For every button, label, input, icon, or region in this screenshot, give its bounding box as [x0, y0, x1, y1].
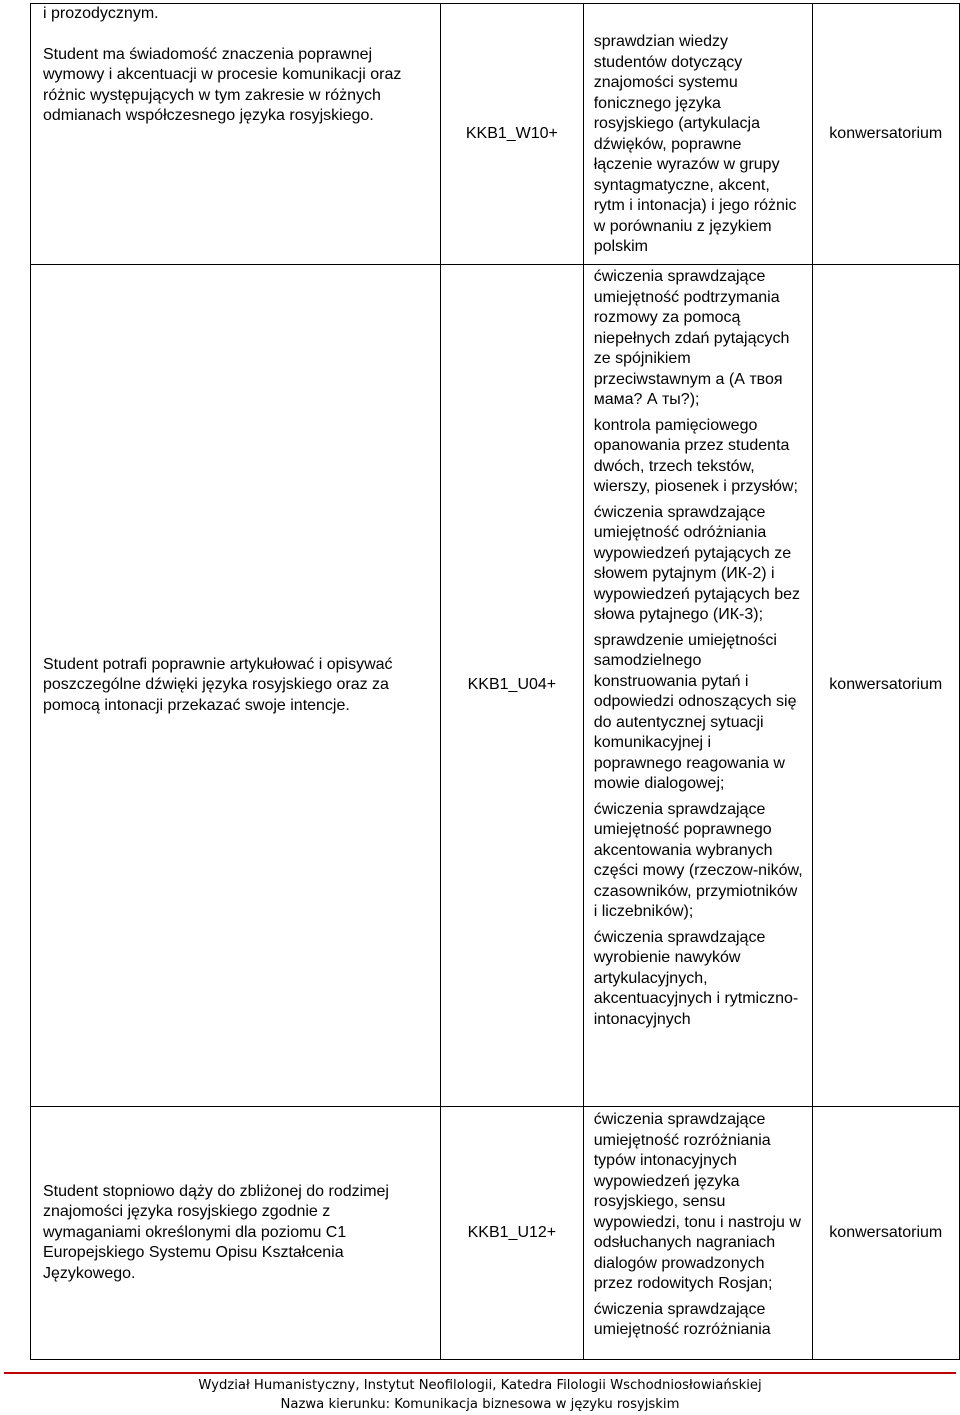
methods-cell [583, 265, 812, 1107]
effect-cell [31, 4, 441, 265]
method-item: sprawdzenie umiejętności samodzielnego konstruowania pytań i odpowiedzi odnoszących się do autentycznej sytuacji komunikacyjnej i poprawnego reagowania w mowie dialogowej; [593, 631, 797, 792]
effect-cell [31, 1107, 441, 1360]
effect-text: i prozodycznym. [43, 5, 159, 22]
effect-code: KKB1_U12+ [467, 1223, 557, 1241]
table-row [31, 4, 960, 265]
class-form: konwersatorium [829, 676, 943, 694]
page-footer [0, 1372, 960, 1414]
code-cell [441, 1107, 584, 1360]
learning-outcomes-table [30, 3, 960, 1360]
method-item: ćwiczenia sprawdzające umiejętność rozróżniania [593, 1300, 771, 1338]
method-item: ćwiczenia sprawdzające umiejętność poprawnego akcentowania wybranych części mowy (rzeczow-ników, czasowników, przymiotników i liczebników); [593, 800, 803, 920]
methods-cell [583, 1107, 812, 1360]
method-item: sprawdzian wiedzy studentów dotyczący znajomości systemu fonicznego języka rosyjskiego (artykulacja dźwięków, poprawne łączenie wyrazów w grupy syntagmatyczne, akcent, rytm i intonacja) i jego różnic w porównaniu z językiem polskim [593, 33, 797, 255]
table-row [31, 1107, 960, 1360]
class-form: konwersatorium [829, 1223, 943, 1241]
effect-text: Student ma świadomość znaczenia poprawnej wymowy i akcentuacji w procesie komunikacji oraz różnic występujących w tym zakresie w różnych odmianach współczesnego języka rosyjskiego. [43, 45, 402, 124]
method-item: ćwiczenia sprawdzające wyrobienie nawyków artykulacyjnych, akcentuacyjnych i rytmiczno-intonacyjnych [593, 928, 799, 1028]
method-item: ćwiczenia sprawdzające umiejętność podtrzymania rozmowy za pomocą niepełnych zdań pytających ze spójnikiem przeciwstawnym а (А твоя мама? А ты?); [593, 268, 790, 408]
effect-text: Student stopniowo dąży do zbliżonej do rodzimej znajomości języka rosyjskiego zgodnie z wymaganiami określonymi dla poziomu C1 Europejskiego Systemu Opisu Kształcenia Językowego. [43, 1182, 389, 1282]
form-cell [812, 4, 959, 265]
method-item: ćwiczenia sprawdzające umiejętność odróżniania wypowiedzeń pytających ze słowem pytajnym (ИК-2) i wypowiedzeń pytających bez słowa pytajnego (ИК-3); [593, 503, 801, 623]
class-form: konwersatorium [829, 124, 943, 142]
method-item: kontrola pamięciowego opanowania przez studenta dwóch, trzech tekstów, wierszy, piosenek i przysłów; [593, 416, 798, 495]
effect-text: Student potrafi poprawnie artykułować i opisywać poszczególne dźwięki języka rosyjskiego oraz za pomocą intonacji przekazać swoje intencje. [43, 655, 393, 714]
effect-cell [31, 265, 441, 1107]
footer-program: Nazwa kierunku: Komunikacja biznesowa w języku rosyjskim [280, 1397, 680, 1412]
spacer [43, 25, 430, 45]
effect-code: KKB1_W10+ [465, 124, 558, 142]
code-cell [441, 265, 584, 1107]
form-cell [812, 265, 959, 1107]
code-cell [441, 4, 584, 265]
form-cell [812, 1107, 959, 1360]
effect-code: KKB1_U04+ [467, 676, 557, 694]
method-item: ćwiczenia sprawdzające umiejętność rozróżniania typów intonacyjnych wypowiedzeń języka rosyjskiego, sensu wypowiedzi, tonu i nastroju w odsłuchanych nagraniach dialogów prowadzonych przez rodowitych Rosjan; [593, 1111, 801, 1292]
table-row [31, 265, 960, 1107]
footer-faculty: Wydział Humanistyczny, Instytut Neofilologii, Katedra Filologii Wschodniosłowiańskiej [198, 1378, 762, 1393]
methods-cell [583, 4, 812, 265]
